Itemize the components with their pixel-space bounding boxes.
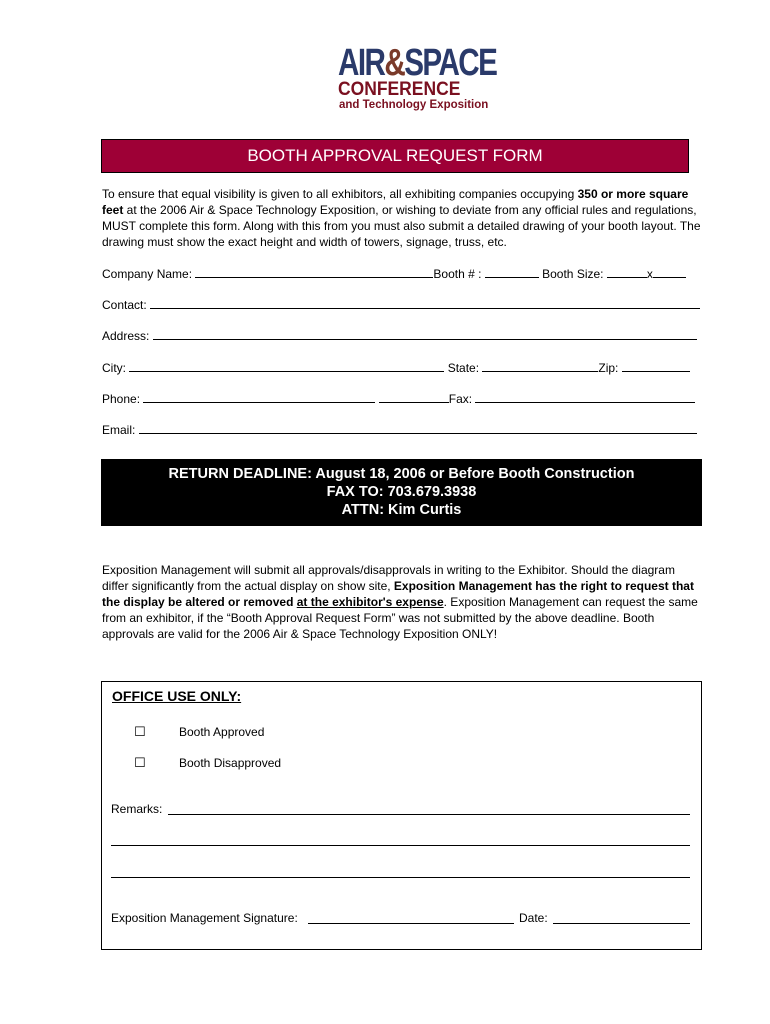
- attn-line: ATTN: Kim Curtis: [341, 502, 462, 518]
- remarks-field-3[interactable]: [111, 877, 690, 878]
- office-use-box: [101, 681, 702, 950]
- office-use-title: OFFICE USE ONLY:: [112, 688, 242, 704]
- address-label: Address:: [102, 329, 150, 343]
- checkbox-disapproved-icon[interactable]: ☐: [134, 755, 146, 770]
- state-field[interactable]: [482, 360, 598, 372]
- intro-paragraph: To ensure that equal visibility is given to all exhibitors, all exhibiting companies occupying 350 or more square feet at the 2006 Air & Space Technology Exposition, or wishing to deviate from any official rules and regulations, MUST complete this form. Along with this from you must also submit a detailed drawing of your booth layout. The drawing must show the exact height and width of towers, signage, truss, etc.: [102, 187, 701, 249]
- city-row: [102, 360, 690, 375]
- booth-size-label: Booth Size:: [542, 267, 604, 281]
- remarks-field-2[interactable]: [111, 845, 690, 846]
- booth-number-label: Booth # :: [433, 267, 482, 281]
- state-label: State:: [447, 361, 480, 375]
- phone-field[interactable]: [143, 391, 375, 403]
- booth-width-field[interactable]: [607, 266, 647, 278]
- address-row: [102, 328, 697, 343]
- logo-air-space: AIR&SPACE: [338, 42, 497, 84]
- checkbox-approved-icon[interactable]: ☐: [134, 724, 146, 739]
- booth-disapproved-label: Booth Disapproved: [179, 756, 282, 770]
- city-field[interactable]: [129, 360, 444, 372]
- company-field[interactable]: [195, 266, 433, 278]
- booth-approved-label: Booth Approved: [179, 725, 265, 739]
- fax-label: Fax:: [448, 392, 473, 406]
- date-label: Date:: [519, 911, 548, 925]
- contact-row: [102, 297, 700, 312]
- booth-depth-field[interactable]: [653, 266, 686, 278]
- conference-logo: [338, 42, 497, 112]
- city-label: City:: [102, 361, 126, 375]
- contact-field[interactable]: [150, 297, 700, 309]
- remarks-field-1[interactable]: [168, 814, 690, 815]
- deadline-line: RETURN DEADLINE: August 18, 2006 or Before Booth Construction: [168, 466, 635, 482]
- booth-number-field[interactable]: [485, 266, 539, 278]
- address-field[interactable]: [153, 328, 697, 340]
- phone-row: [102, 391, 695, 406]
- remarks-label: Remarks:: [111, 802, 163, 816]
- zip-label: Zip:: [598, 361, 619, 375]
- signature-field[interactable]: [308, 923, 514, 924]
- fax-to-line: FAX TO: 703.679.3938: [326, 484, 477, 500]
- email-label: Email:: [102, 423, 136, 437]
- logo-subtitle: and Technology Exposition: [339, 99, 489, 111]
- fax-field[interactable]: [475, 391, 695, 403]
- logo-conference: CONFERENCE: [338, 79, 461, 100]
- email-row: [102, 422, 697, 437]
- signature-label: Exposition Management Signature:: [111, 911, 298, 925]
- deadline-banner: [101, 459, 702, 526]
- company-label: Company Name:: [102, 267, 193, 281]
- phone-label: Phone:: [102, 392, 141, 406]
- fax-area-field[interactable]: [379, 391, 449, 403]
- date-field[interactable]: [553, 923, 690, 924]
- zip-field[interactable]: [622, 360, 690, 372]
- contact-label: Contact:: [102, 298, 147, 312]
- form-title: BOOTH APPROVAL REQUEST FORM: [101, 139, 689, 173]
- exposition-paragraph: Exposition Management will submit all approvals/disapprovals in writing to the Exhibitor. Should the diagram differ significantly from the actual display on show site, Exposition Management has the right to request that the display be altered or removed at the exhibitor's expense. Exposition Management can request the same from an exhibitor, if the “Booth Approval Request Form” was not submitted by the above deadline. Booth approvals are valid for the 2006 Air & Space Technology Exposition ONLY!: [102, 563, 698, 641]
- company-row: [102, 266, 686, 281]
- booth-size-x: x: [646, 267, 653, 281]
- email-field[interactable]: [139, 422, 697, 434]
